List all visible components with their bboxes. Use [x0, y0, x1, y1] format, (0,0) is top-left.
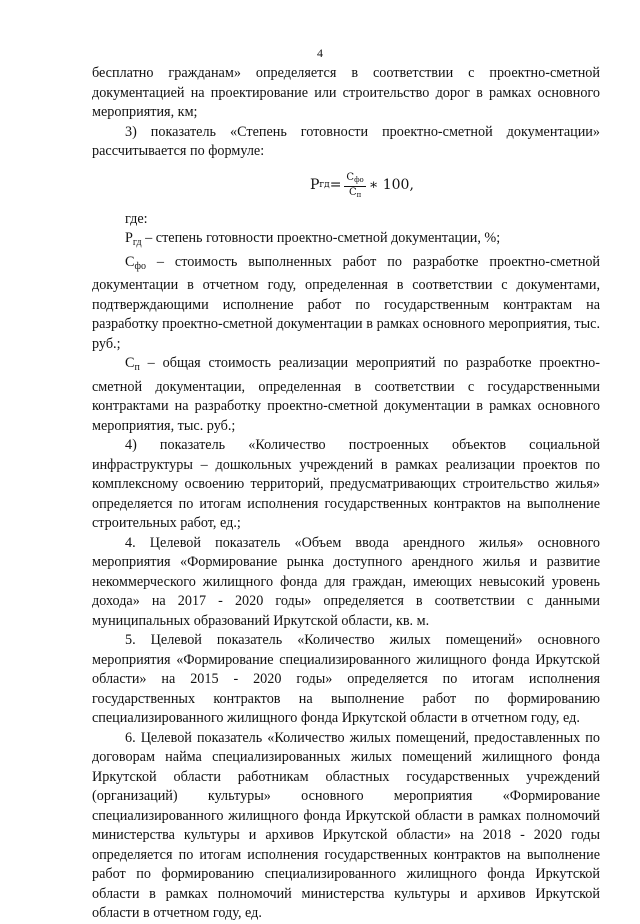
where-label: где:	[125, 210, 148, 227]
paragraph-housing-units: 5. Целевой показатель «Количество жилых помещений» основного мероприятия «Формирование специализированного жилищного фонда Иркутской области» на 2015 - 2020 годы» определяется по итогам исполнения государственных контрактов на выполнение работ по формированию специализированного жилищного фонда Иркутской области в отчетном году, ед.	[92, 632, 600, 726]
paragraph-design-readiness: 3) показатель «Степень готовности проектно-сметной документации» рассчитывается по формуле:	[92, 123, 600, 159]
definition-cfo-symbol: С	[125, 253, 135, 270]
readiness-formula	[92, 162, 600, 210]
definition-rgd-subscript: гд	[132, 237, 142, 248]
paragraph-rental-housing: 4. Целевой показатель «Объем ввода арендного жилья» основного мероприятия «Формирование рынка доступного арендного жилья и развитие некоммерческого жилищного фонда для граждан, имеющих невысокий уровень дохода» на 2017 - 2020 годы» определяется в соответствии с данными муниципальных образований Иркутской области, кв. м.	[92, 534, 600, 629]
formula-numerator-symbol: С	[346, 171, 355, 183]
definition-cp-symbol: С	[125, 355, 135, 371]
definition-cfo-subscript: фо	[134, 260, 146, 272]
definition-cfo-text: – стоимость выполненных работ по разработке проектно-сметной документации в отчетном году, определенная в соответствии с документами, подтверждающими исполнение работ по государственным контрактам на разработку проектно-сметной документации в рамках основного мероприятия, тыс. руб.;	[92, 253, 600, 352]
formula-denominator-symbol: С	[348, 186, 357, 198]
definition-cp	[92, 354, 600, 436]
formula-fraction	[344, 172, 365, 201]
formula-denominator	[347, 187, 363, 201]
formula-tail: ∗ 100,	[368, 177, 414, 194]
definition-cp-subscript: п	[134, 362, 140, 373]
formula-numerator	[344, 172, 365, 187]
paragraph-social-infrastructure: 4) показатель «Количество построенных объектов социальной инфраструктуры – дошкольных учреждений в рамках реализации проектов по комплексному освоению территорий, предусматривающих строительство жилья» определяется по итогам исполнения государственных контрактов на выполнение строительных работ, ед.;	[92, 437, 600, 531]
definition-cfo	[92, 253, 600, 355]
definition-rgd-symbol: Р	[125, 230, 133, 246]
formula-lhs-subscript: гд	[319, 180, 330, 191]
formula-equals: =	[329, 177, 342, 194]
page-number: 4	[317, 46, 323, 60]
paragraph-culture-workers-housing: 6. Целевой показатель «Количество жилых помещений, предоставленных по договорам найма специализированных жилых помещений жилищного фонда Иркутской области работникам областных государственных учреждений (организаций) культуры» основного мероприятия «Формирование специализированного жилищного фонда Иркутской области в рамках полномочий министерства культуры и архивов Иркутской области» на 2018 - 2020 годы определяется по итогам исполнения государственных контрактов на выполнение работ по формированию специализированного жилищного фонда Иркутской области в рамках полномочий министерства культуры и архивов Иркутской области в отчетном году, ед.	[92, 729, 600, 921]
formula-expression	[310, 172, 414, 201]
formula-lhs: Р	[310, 177, 320, 194]
formula-numerator-subscript: фо	[354, 175, 364, 184]
document-body	[92, 64, 600, 924]
definition-rgd-text: – степень готовности проектно-сметной документации, %;	[141, 230, 501, 246]
definition-rgd	[92, 229, 600, 253]
formula-denominator-subscript: п	[356, 190, 362, 199]
definition-cp-text: – общая стоимость реализации мероприятий по разработке проектно-сметной документации, определенная в соответствии с государственными контрактами на разработку проектно-сметной документации в рамках основного мероприятия, тыс. руб.;	[92, 355, 600, 434]
paragraph-road-construction: бесплатно гражданам» определяется в соответствии с проектно-сметной документацией на проектирование или строительство дорог в рамках основного мероприятия, км;	[92, 65, 600, 120]
